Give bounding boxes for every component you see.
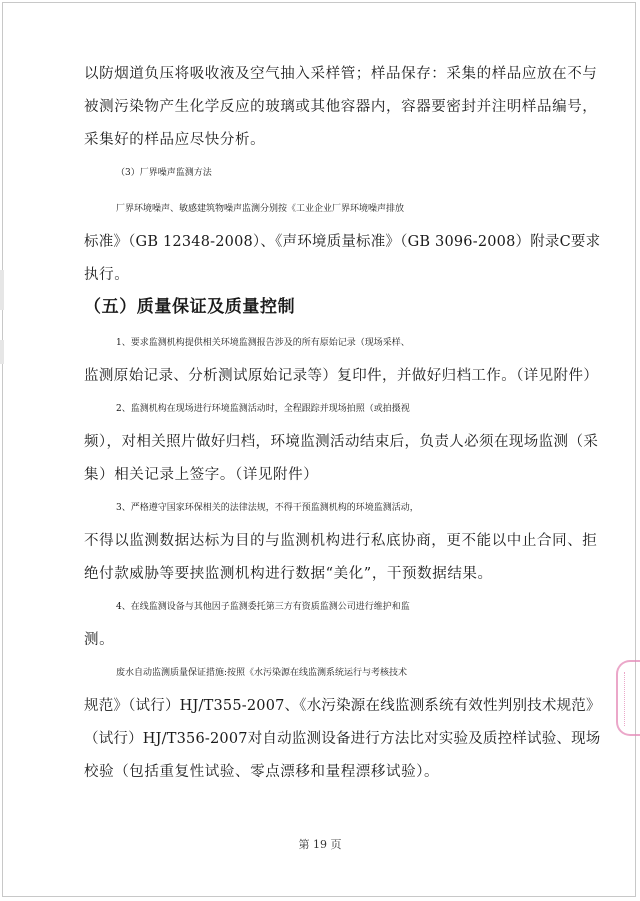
paragraph-line: 测。: [84, 632, 115, 648]
paragraph-line: 校验（包括重复性试验、零点漂移和量程漂移试验）。: [84, 764, 440, 780]
paragraph-line: 厂界环境噪声、敏感建筑物噪声监测分别按《工业企业厂界环境噪声排放: [116, 204, 405, 214]
binding-mark: [0, 340, 4, 364]
paragraph-line: 集）相关记录上签字。（详见附件）: [84, 467, 319, 483]
binding-mark: [0, 270, 4, 310]
subsection-heading: （3）厂界噪声监测方法: [116, 168, 212, 178]
section-heading: （五）质量保证及质量控制: [84, 297, 296, 317]
paragraph-line: 被测污染物产生化学反应的玻璃或其他容器内，容器要密封并注明样品编号，: [84, 99, 598, 115]
paragraph-line: 4、在线监测设备与其他因子监测委托第三方有资质监测公司进行维护和监: [116, 602, 410, 612]
paragraph-line: 绝付款威胁等要挟监测机构进行数据“美化”，干预数据结果。: [84, 566, 493, 582]
paragraph-line: 以防烟道负压将吸收液及空气抽入采样管；样品保存：采集的样品应放在不与: [84, 66, 598, 82]
paragraph-line: 废水自动监测质量保证措施:按照《水污染源在线监测系统运行与考核技术: [116, 668, 408, 678]
paragraph-line: 不得以监测数据达标为目的与监测机构进行私底协商，更不能以中止合同、拒: [84, 533, 598, 549]
paragraph-line: 规范》（试行）HJ/T355-2007、《水污染源在线监测系统有效性判别技术规范》: [84, 698, 601, 714]
paragraph-line: 2、监测机构在现场进行环境监测活动时，全程跟踪并现场拍照（或拍摄视: [116, 404, 410, 414]
page-number: 第 19 页: [298, 838, 342, 851]
paragraph-line: 1、要求监测机构提供相关环境监测报告涉及的所有原始记录（现场采样、: [116, 338, 410, 348]
paragraph-line: 采集好的样品应尽快分析。: [84, 132, 266, 148]
paragraph-line: 执行。: [84, 267, 130, 283]
paragraph-line: 标准》（GB 12348-2008）、《声环境质量标准》（GB 3096-2008）附录C要求: [84, 234, 601, 250]
paragraph-line: 频），对相关照片做好归档，环境监测活动结束后，负责人必须在现场监测（采: [84, 434, 599, 450]
paragraph-line: 3、严格遵守国家环保相关的法律法规，不得干预监测机构的环境监测活动，: [116, 503, 419, 513]
paragraph-line: 监测原始记录、分析测试原始记录等）复印件，并做好归档工作。（详见附件）: [84, 368, 599, 384]
paragraph-line: （试行）HJ/T356-2007对自动监测设备进行方法比对实验及质控样试验、现场: [84, 731, 601, 747]
